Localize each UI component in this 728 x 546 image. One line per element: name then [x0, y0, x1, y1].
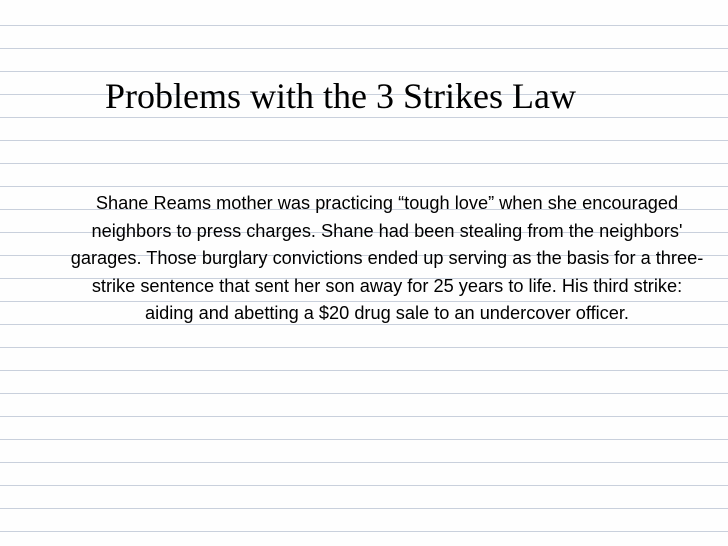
slide-title: Problems with the 3 Strikes Law	[105, 76, 576, 116]
slide-body-text: Shane Reams mother was practicing “tough love” when she encouraged neighbors to press charges. Shane had been stealing from the neighbors' garages. Those burglary convictions ended up serving as the basis for a three-strike sentence that sent her son away for 25 years to life. His third strike: aiding and abetting a $20 drug sale to an undercover officer.	[70, 193, 704, 324]
